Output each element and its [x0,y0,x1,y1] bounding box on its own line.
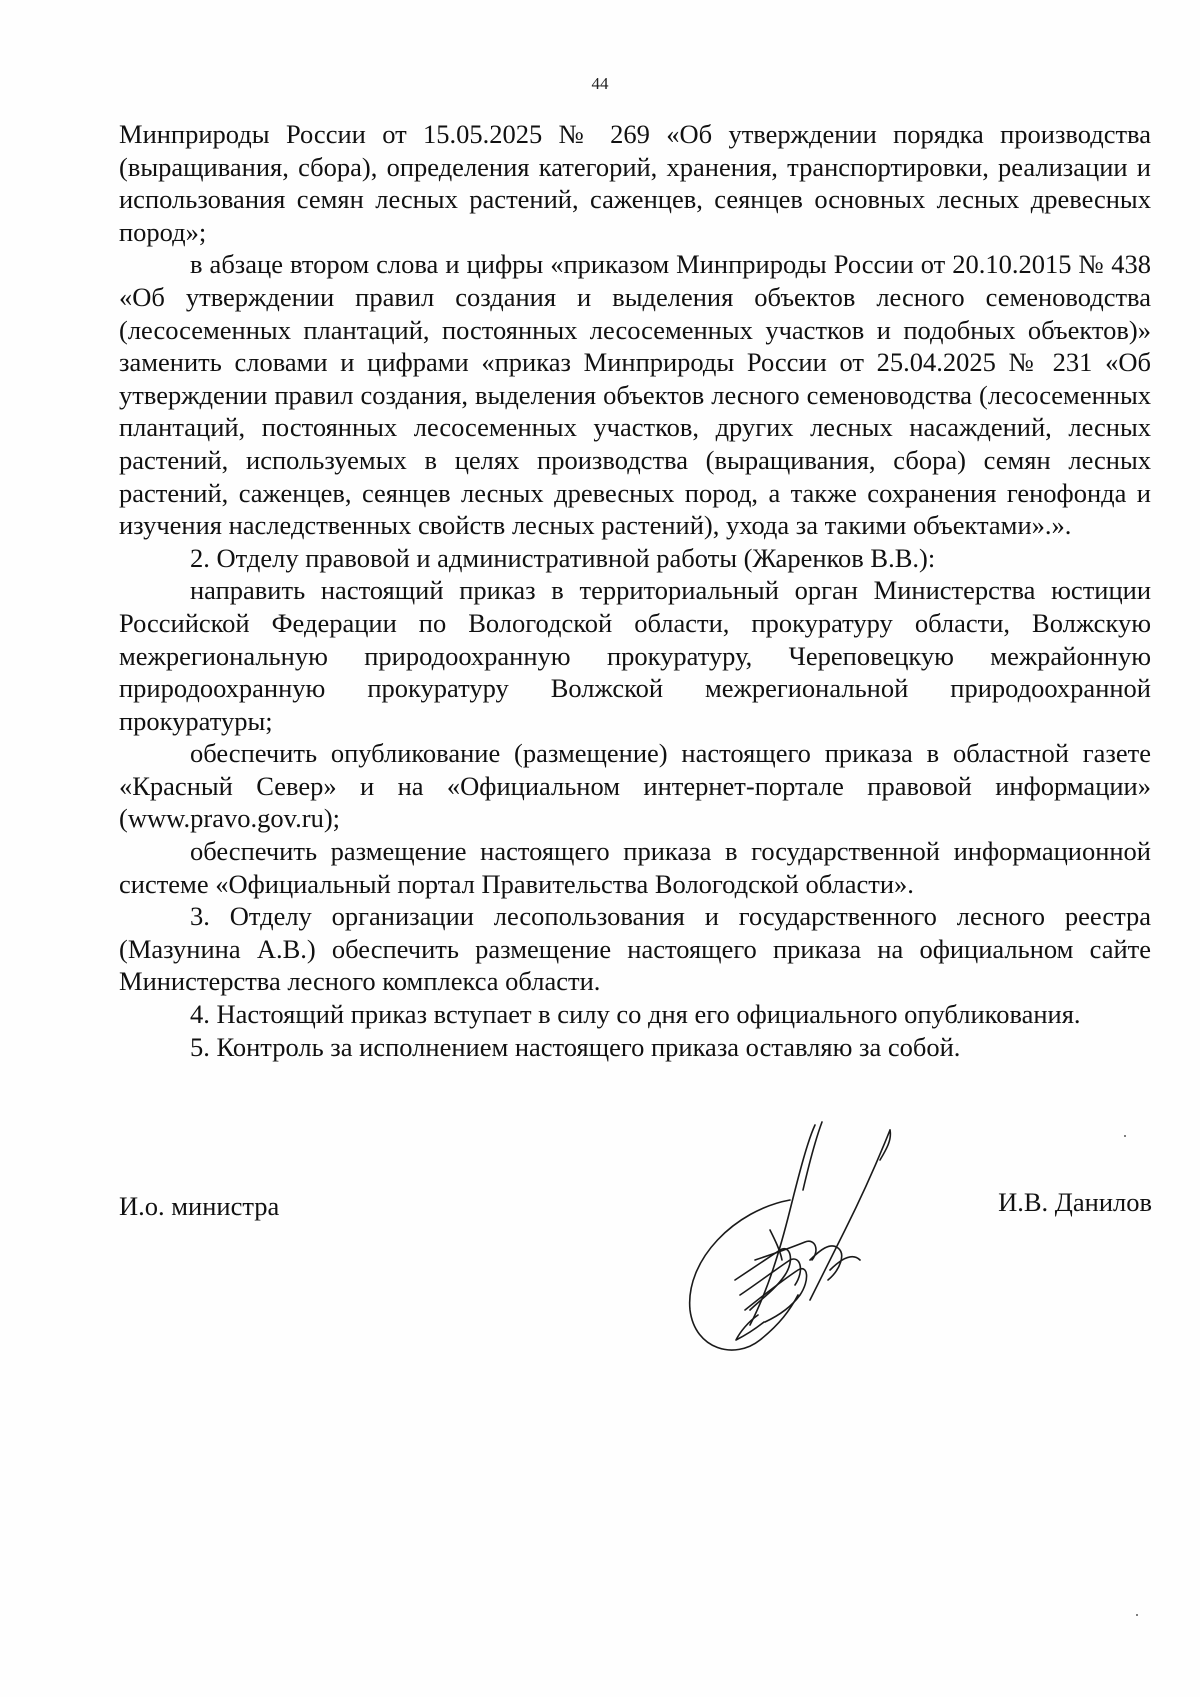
handwritten-signature [640,1110,960,1370]
paragraph-2: в абзаце втором слова и цифры «приказом Минприроды России от 20.10.2015 № 438 «Об утверждении правил создания и выделения объектов лесного семеноводства (лесосеменных плантаций, постоянных лесосеменных участков и подобных объектов)» заменить словами и цифрами «приказ Минприроды России от 25.04.2025 № 231 «Об утверждении правил создания, выделения объектов лесного семеноводства (лесосеменных плантаций, постоянных лесосеменных участков, других лесных насаждений, лесных растений, используемых в целях производства (выращивания, сбора) семян лесных растений, саженцев, сеянцев лесных древесных пород, а также сохранения генофонда и изучения наследственных свойств лесных растений), ухода за такими объектами».». [119,249,1151,541]
paragraph-7: 3. Отделу организации лесопользования и государственного лесного реестра (Мазунина А.В.) обеспечить размещение настоящего приказа на официальном сайте Министерства лесного комплекса области. [119,901,1151,997]
scan-speck [1136,1614,1138,1616]
paragraph-6: обеспечить размещение настоящего приказа в государственной информационной системе «Официальный портал Правительства Вологодской области». [119,836,1151,899]
scan-speck [1124,1135,1126,1137]
paragraph-9: 5. Контроль за исполнением настоящего приказа оставляю за собой. [190,1031,961,1062]
paragraph-3: 2. Отделу правовой и административной работы (Жаренков В.В.): [190,542,936,573]
document-body [119,118,1151,1063]
paragraph-4: направить настоящий приказ в территориальный орган Министерства юстиции Российской Федерации по Вологодской области, прокуратуру области, Волжскую межрегиональную природоохранную прокуратуру, Череповецкую межрайонную природоохранную прокуратуру Волжской межрегиональной природоохранной прокуратуры; [119,575,1151,736]
page-number: 44 [591,74,609,93]
signatory-position: И.о. министра [119,1191,280,1221]
paragraph-8: 4. Настоящий приказ вступает в силу со дня его официального опубликования. [190,999,1081,1030]
paragraph-5: обеспечить опубликование (размещение) настоящего приказа в областной газете «Красный Север» и на «Официальном интернет-портале правовой информации» (www.pravo.gov.ru); [119,738,1151,834]
paragraph-1: Минприроды России от 15.05.2025 № 269 «Об утверждении порядка производства (выращивания, сбора), определения категорий, хранения, транспортировки, реализации и использования семян лесных растений, саженцев, сеянцев основных лесных древесных пород»; [119,119,1151,247]
signatory-name: И.В. Данилов [998,1187,1152,1217]
